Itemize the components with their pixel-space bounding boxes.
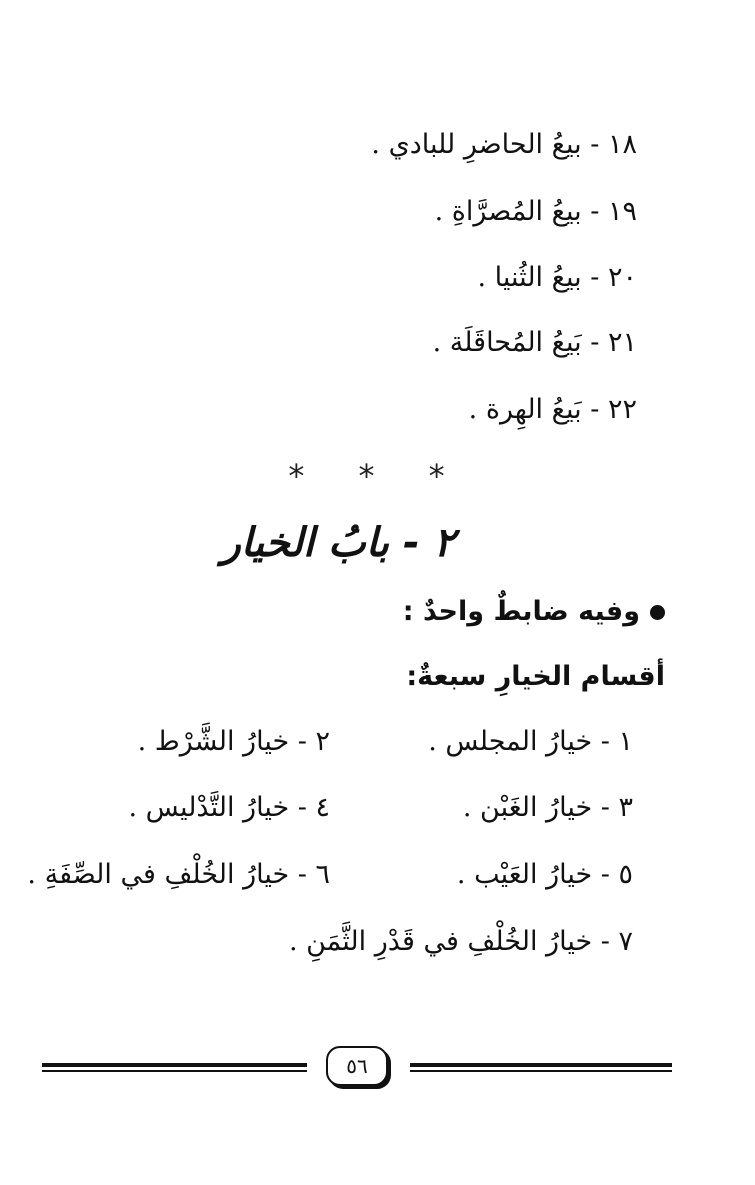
item-number: ٢١ (607, 327, 637, 358)
item-dash: - (581, 129, 600, 160)
option-dash: - (289, 792, 307, 823)
option-item (457, 855, 633, 895)
item-dash: - (581, 196, 600, 227)
item-dash: - (581, 394, 600, 425)
footer-rule-right (410, 1063, 672, 1073)
section-separator: * * * (288, 457, 467, 495)
footer-rule-left (42, 1063, 307, 1073)
list-item (469, 390, 637, 430)
option-number: ٥ (618, 859, 633, 890)
option-item (289, 922, 633, 962)
option-text: خيارُ الخُلْفِ في قَدْرِ الثَّمَنِ . (288, 926, 593, 957)
option-number: ٢ (315, 726, 330, 757)
item-text: بَيعُ المُحاقَلَة . (432, 327, 582, 358)
option-number: ٦ (315, 859, 330, 890)
chapter-number: ٢ (433, 520, 455, 566)
item-number: ١٩ (607, 196, 637, 227)
option-dash: - (592, 792, 610, 823)
item-text: بَيعُ الهِرة . (468, 394, 582, 425)
option-item (428, 722, 633, 762)
option-dash: - (289, 726, 307, 757)
option-text: خيارُ العَيْب . (456, 859, 593, 890)
list-item (433, 323, 637, 363)
chapter-title (221, 515, 455, 571)
item-dash: - (581, 327, 600, 358)
bullet-icon (650, 605, 665, 620)
rule-text: وفيه ضابطٌ واحدٌ : (402, 596, 640, 627)
option-item (27, 855, 330, 895)
option-dash: - (592, 926, 610, 957)
list-item (371, 125, 637, 165)
option-item (128, 788, 330, 828)
rule-heading (403, 592, 665, 632)
option-number: ٣ (618, 792, 633, 823)
item-number: ١٨ (607, 129, 637, 160)
option-number: ١ (618, 726, 633, 757)
option-number: ٤ (315, 792, 330, 823)
option-number: ٧ (618, 926, 633, 957)
chapter-name: بابُ الخيار (221, 520, 390, 566)
item-number: ٢٠ (607, 262, 637, 293)
option-dash: - (289, 859, 307, 890)
item-number: ٢٢ (607, 394, 637, 425)
option-text: خيارُ الغَبْن . (462, 792, 593, 823)
list-item (435, 192, 637, 232)
option-item (463, 788, 633, 828)
sub-heading: أقسام الخيارِ سبعةٌ: (406, 661, 665, 692)
option-text: خيارُ المجلس . (428, 726, 593, 757)
option-text: خيارُ الشَّرْط . (137, 726, 290, 757)
item-text: بيعُ الحاضرِ للبادي . (371, 129, 582, 160)
item-text: بيعُ المُصرَّاةِ . (434, 196, 582, 227)
chapter-dash: - (389, 520, 420, 566)
option-text: خيارُ التَّدْليس . (128, 792, 290, 823)
item-text: بيعُ الثُنيا . (477, 262, 582, 293)
page-number: ٥٦ (326, 1046, 388, 1086)
option-item (138, 722, 330, 762)
option-text: خيارُ الخُلْفِ في الصِّفَةِ . (27, 859, 290, 890)
list-item (477, 258, 637, 298)
item-dash: - (581, 262, 600, 293)
option-dash: - (592, 726, 610, 757)
option-dash: - (592, 859, 610, 890)
